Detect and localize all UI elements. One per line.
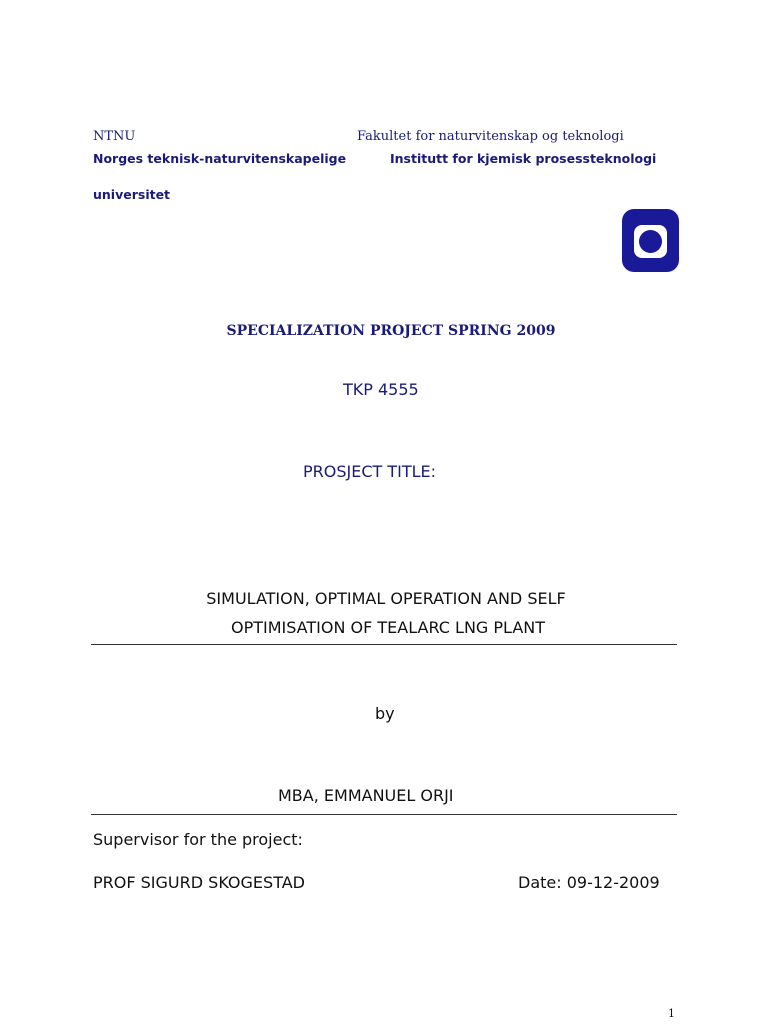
supervisor-label: Supervisor for the project: — [93, 830, 303, 849]
header-university-suffix: universitet — [93, 187, 171, 202]
supervisor-name: PROF SIGURD SKOGESTAD — [93, 873, 305, 892]
author-divider — [91, 814, 677, 815]
by-label: by — [375, 704, 395, 723]
title-divider — [91, 644, 677, 645]
header-ntnu: NTNU — [93, 129, 136, 144]
specialization-heading: SPECIALIZATION PROJECT SPRING 2009 — [226, 323, 556, 339]
project-title-label: PROSJECT TITLE: — [303, 462, 437, 481]
page-number: 1 — [668, 1007, 675, 1020]
logo-inner-circle — [639, 230, 662, 253]
course-code: TKP 4555 — [343, 380, 419, 399]
header-faculty: Fakultet for naturvitenskap og teknologi — [357, 129, 624, 144]
date: Date: 09-12-2009 — [518, 873, 660, 892]
title-line-2: OPTIMISATION OF TEALARC LNG PLANT — [230, 618, 546, 637]
header-institute: Institutt for kjemisk prosessteknologi — [390, 151, 657, 166]
title-line-1: SIMULATION, OPTIMAL OPERATION AND SELF — [206, 589, 566, 608]
logo-inner-square — [634, 225, 667, 258]
author-name: MBA, EMMANUEL ORJI — [278, 786, 454, 805]
ntnu-logo-icon — [622, 209, 679, 272]
header-university-name: Norges teknisk-naturvitenskapelige — [93, 151, 347, 166]
